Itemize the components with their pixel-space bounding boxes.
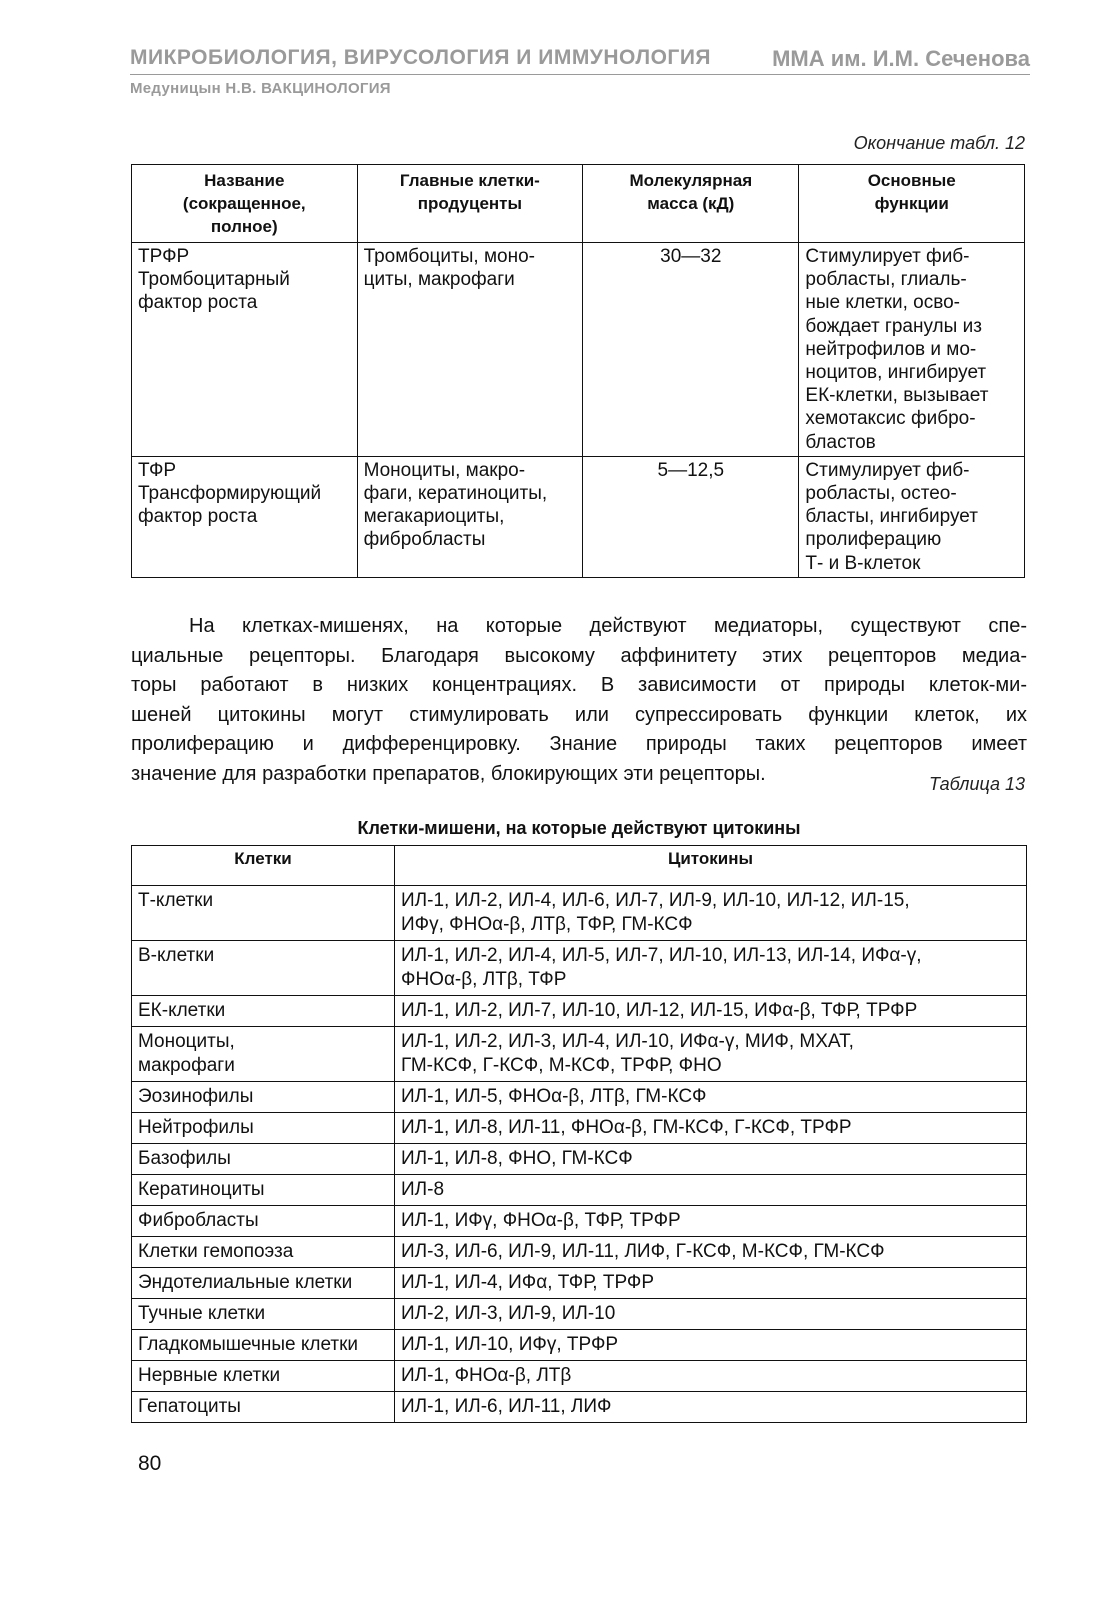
cell-line: ТРФР <box>138 246 190 267</box>
cell-line: продуценты <box>417 194 523 213</box>
cell-line: Т- и В-клеток <box>805 552 921 574</box>
cytokines-list <box>395 1113 1027 1144</box>
table-row <box>132 1330 1027 1361</box>
cell-line: Гладкомышечные клетки <box>138 1334 359 1355</box>
table12-header-mass <box>583 165 799 243</box>
cell-line: ИЛ-1, ИЛ-2, ИЛ-3, ИЛ-4, ИЛ-10, ИФα-γ, МИФ, МХАТ, <box>401 1031 854 1052</box>
table13-header-row <box>132 846 1027 886</box>
cell-line: Стимулирует фиб- <box>805 459 970 481</box>
table12-caption: Окончание табл. 12 <box>853 133 1025 153</box>
paragraph-line: значение для разработки препаратов, блокирующих эти рецепторы. <box>131 762 766 785</box>
cell-line: нейтрофилов и мо- <box>805 338 977 360</box>
cytokines-list <box>395 1361 1027 1392</box>
cell-line: Тромбоциты, моно- <box>363 246 535 267</box>
cell-line: ИЛ-1, ФНОα-β, ЛТβ <box>401 1365 572 1386</box>
cytokines-list <box>395 1299 1027 1330</box>
cell-line: робласты, остео- <box>805 483 957 505</box>
cell-line: ИЛ-1, ИЛ-2, ИЛ-4, ИЛ-5, ИЛ-7, ИЛ-10, ИЛ-13, ИЛ-14, ИФα-γ, <box>401 945 922 966</box>
running-header <box>130 44 1030 75</box>
cell-line: мегакариоциты, <box>363 506 505 528</box>
mass-cell: 30—32 <box>583 243 799 457</box>
cell-line: циты, макрофаги <box>363 269 515 291</box>
cell-line: Т-клетки <box>138 890 214 911</box>
table-row <box>132 1082 1027 1113</box>
cell-line: ИЛ-1, ИЛ-4, ИФα, ТФР, ТРФР <box>401 1272 655 1293</box>
cell-line: ИЛ-1, ИЛ-6, ИЛ-11, ЛИФ <box>401 1396 612 1417</box>
cell-line: Гепатоциты <box>138 1396 241 1417</box>
producers-cell <box>357 456 583 577</box>
cytokines-list <box>395 1082 1027 1113</box>
paragraph-line: На клетках-мишенях, на которые действуют медиаторы, существуют спе- <box>189 615 1027 637</box>
body-paragraph <box>131 612 1027 790</box>
page-number: 80 <box>138 1452 162 1475</box>
target-cell-name <box>132 1237 395 1268</box>
cell-line: Основные <box>867 171 956 190</box>
cytokines-list <box>395 886 1027 941</box>
table-row <box>132 456 1025 577</box>
target-cell-name <box>132 941 395 996</box>
cell-line: фактор роста <box>138 506 258 528</box>
table12-header-producers <box>357 165 583 243</box>
target-cell-name <box>132 1175 395 1206</box>
cell-line: робласты, глиаль- <box>805 269 967 291</box>
factor-name-cell <box>132 456 358 577</box>
cell-line: Кератиноциты <box>138 1179 265 1200</box>
cell-line: ИЛ-2, ИЛ-3, ИЛ-9, ИЛ-10 <box>401 1303 616 1324</box>
table-row <box>132 1361 1027 1392</box>
cell-line: Фибробласты <box>138 1210 259 1231</box>
table-row <box>132 1175 1027 1206</box>
cell-line: Эндотелиальные клетки <box>138 1272 353 1293</box>
cell-line: (сокращенное, <box>182 194 306 213</box>
table13-title: Клетки-мишени, на которые действуют цитокины <box>357 818 801 838</box>
header-institution: ММА им. И.М. Сеченова <box>772 46 1030 71</box>
cell-line: ноцитов, ингибирует <box>805 362 987 384</box>
cell-line: хемотаксис фибро- <box>805 408 976 430</box>
cell-line: ИЛ-1, ИЛ-2, ИЛ-7, ИЛ-10, ИЛ-12, ИЛ-15, ИФα-β, ТФР, ТРФР <box>401 1000 918 1021</box>
cell-line: пролиферацию <box>805 529 942 551</box>
cell-line: ИЛ-3, ИЛ-6, ИЛ-9, ИЛ-11, ЛИФ, Г-КСФ, М-КСФ, ГМ-КСФ <box>401 1241 885 1262</box>
cell-line: Моноциты, <box>138 1031 235 1052</box>
cell-line: ные клетки, осво- <box>805 292 960 314</box>
cytokines-list <box>395 941 1027 996</box>
cell-line: Нейтрофилы <box>138 1117 254 1138</box>
cell-line: Базофилы <box>138 1148 231 1169</box>
cell-line: ИЛ-1, ИЛ-8, ИЛ-11, ФНОα-β, ГМ-КСФ, Г-КСФ, ТРФР <box>401 1117 852 1138</box>
cell-line: ИЛ-1, ИЛ-2, ИЛ-4, ИЛ-6, ИЛ-7, ИЛ-9, ИЛ-10, ИЛ-12, ИЛ-15, <box>401 890 910 911</box>
cytokines-list <box>395 1237 1027 1268</box>
cell-line: Клетки гемопоэза <box>138 1241 294 1262</box>
cell-line: ИЛ-8 <box>401 1179 445 1200</box>
cell-line: Главные клетки- <box>399 171 540 190</box>
target-cell-name <box>132 1206 395 1237</box>
header-subject: МИКРОБИОЛОГИЯ, ВИРУСОЛОГИЯ И ИММУНОЛОГИЯ <box>130 46 712 69</box>
table13-header-cells: Клетки <box>132 846 395 886</box>
target-cell-name <box>132 1361 395 1392</box>
mass-cell: 5—12,5 <box>583 456 799 577</box>
cell-line: макрофаги <box>138 1055 235 1076</box>
table-row <box>132 1027 1027 1082</box>
cytokines-list <box>395 1268 1027 1299</box>
paragraph-line: пролиферацию и дифференцировку. Знание природы таких рецепторов имеет <box>131 733 1027 756</box>
cell-line: ИЛ-1, ИФγ, ФНОα-β, ТФР, ТРФР <box>401 1210 681 1231</box>
table-13 <box>131 845 1027 1423</box>
cell-line: фактор роста <box>138 292 258 314</box>
cell-line: бождает гранулы из <box>805 315 982 337</box>
target-cell-name <box>132 996 395 1027</box>
factor-name-cell <box>132 243 358 457</box>
table-row <box>132 1392 1027 1423</box>
table-row <box>132 996 1027 1027</box>
paragraph-line: торы работают в низких концентрациях. В зависимости от природы клеток-ми- <box>131 674 1027 697</box>
cell-line: ФНОα-β, ЛТβ, ТФР <box>401 969 567 990</box>
cell-line: ЕК-клетки <box>138 1000 226 1021</box>
cell-line: ИЛ-1, ИЛ-10, ИФγ, ТРФР <box>401 1334 619 1355</box>
target-cell-name <box>132 1113 395 1144</box>
target-cell-name <box>132 1392 395 1423</box>
cell-line: бластов <box>805 431 876 453</box>
cell-line: функции <box>874 194 949 213</box>
cell-line: фибробласты <box>363 529 486 551</box>
table12-header-name <box>132 165 358 243</box>
table-row <box>132 1206 1027 1237</box>
table12-header-functions <box>799 165 1025 243</box>
table-row <box>132 1299 1027 1330</box>
cell-line: Трансформирующий <box>138 483 322 505</box>
header-book-title: Медуницын Н.В. ВАКЦИНОЛОГИЯ <box>130 80 391 97</box>
cell-line: Стимулирует фиб- <box>805 246 970 267</box>
cell-line: ТФР <box>138 459 177 481</box>
cell-line: полное) <box>210 217 278 236</box>
cytokines-list <box>395 1175 1027 1206</box>
target-cell-name <box>132 1299 395 1330</box>
cell-line: Тромбоцитарный <box>138 269 290 291</box>
functions-cell <box>799 456 1025 577</box>
cell-line: Моноциты, макро- <box>363 459 526 481</box>
table-row <box>132 1144 1027 1175</box>
functions-cell <box>799 243 1025 457</box>
cytokines-list <box>395 1144 1027 1175</box>
table13-header-cytokines: Цитокины <box>395 846 1027 886</box>
cell-line: ИЛ-1, ИЛ-8, ФНО, ГМ-КСФ <box>401 1148 633 1169</box>
table-row <box>132 941 1027 996</box>
table-row <box>132 886 1027 941</box>
table-row <box>132 1268 1027 1299</box>
table-row <box>132 1237 1027 1268</box>
cell-line: Молекулярная <box>629 171 753 190</box>
target-cell-name <box>132 1330 395 1361</box>
target-cell-name <box>132 886 395 941</box>
table12-header-row <box>132 165 1025 243</box>
paragraph-line: циальные рецепторы. Благодаря высокому аффинитету этих рецепторов медиа- <box>131 644 1027 667</box>
table-row <box>132 243 1025 457</box>
cell-line: ЕК-клетки, вызывает <box>805 385 989 407</box>
target-cell-name <box>132 1082 395 1113</box>
cell-line: ИФγ, ФНОα-β, ЛТβ, ТФР, ГМ-КСФ <box>401 914 693 935</box>
cytokines-list <box>395 1392 1027 1423</box>
cytokines-list <box>395 1206 1027 1237</box>
cell-line: Эозинофилы <box>138 1086 254 1107</box>
cell-line: В-клетки <box>138 945 215 966</box>
cytokines-list <box>395 1330 1027 1361</box>
target-cell-name <box>132 1268 395 1299</box>
paragraph-line: шеней цитокины могут стимулировать или супрессировать функции клеток, их <box>131 703 1027 726</box>
cytokines-list <box>395 1027 1027 1082</box>
target-cell-name <box>132 1027 395 1082</box>
table-12 <box>131 164 1025 578</box>
cell-line: ГМ-КСФ, Г-КСФ, М-КСФ, ТРФР, ФНО <box>401 1055 722 1076</box>
cell-line: Название <box>204 171 285 190</box>
cell-line: бласты, ингибирует <box>805 506 978 528</box>
cell-line: фаги, кератиноциты, <box>363 483 548 505</box>
cell-line: ИЛ-1, ИЛ-5, ФНОα-β, ЛТβ, ГМ-КСФ <box>401 1086 707 1107</box>
cell-line: Тучные клетки <box>138 1303 266 1324</box>
cytokines-list <box>395 996 1027 1027</box>
cell-line: масса (кД) <box>647 194 735 213</box>
cell-line: Нервные клетки <box>138 1365 281 1386</box>
table13-label: Таблица 13 <box>928 774 1025 794</box>
table-row <box>132 1113 1027 1144</box>
producers-cell <box>357 243 583 457</box>
target-cell-name <box>132 1144 395 1175</box>
